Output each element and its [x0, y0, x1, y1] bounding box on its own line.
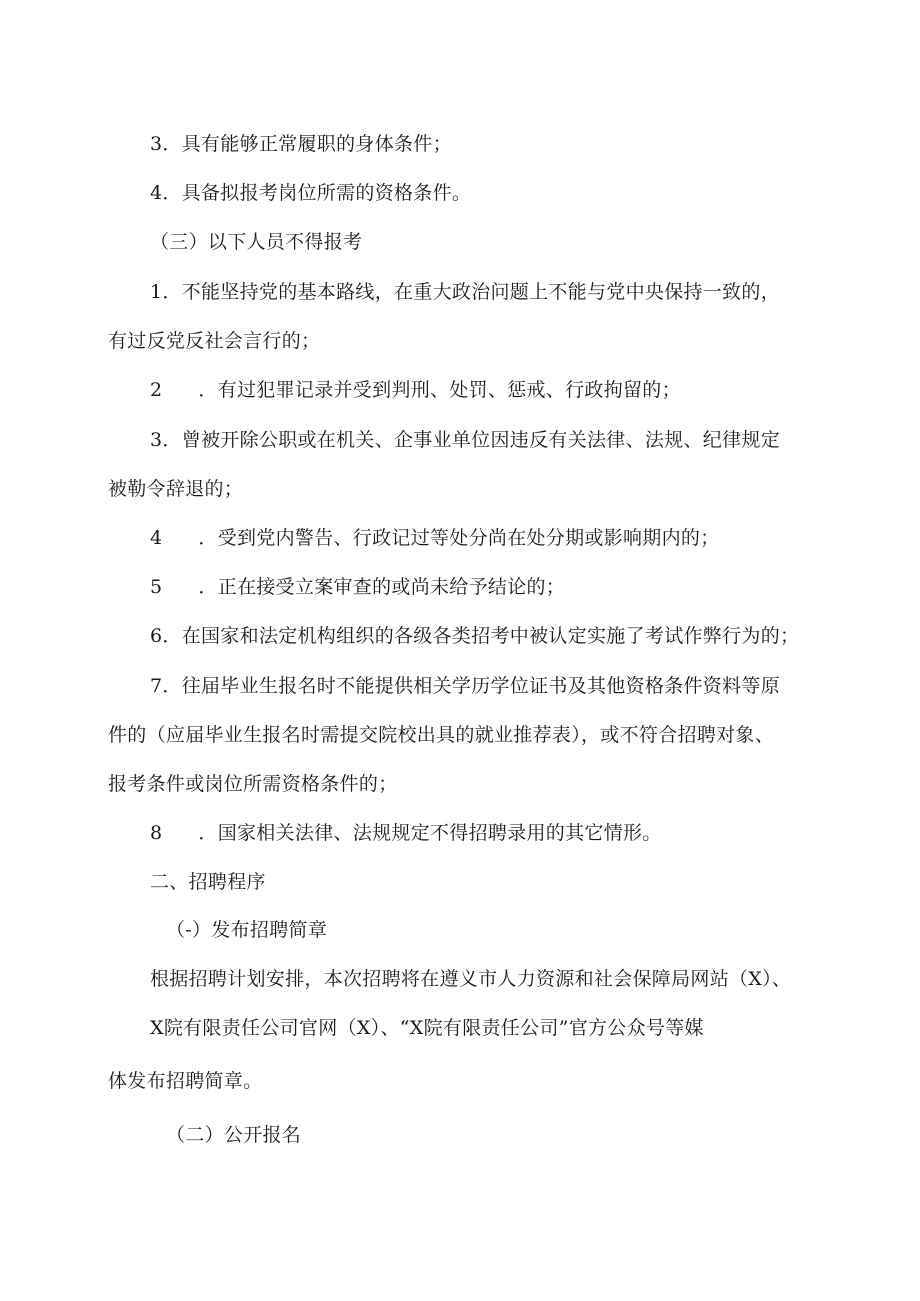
publish-paragraph-continued: 体发布招聘简章。	[108, 1070, 263, 1092]
item-text: ．受到党内警告、行政记过等处分尚在处分期或影响期内的；	[198, 527, 720, 549]
item-number: 3	[150, 133, 163, 155]
excluded-item-5	[150, 575, 565, 599]
item-text: ．国家相关法律、法规规定不得招聘录用的其它情形。	[198, 822, 662, 844]
excluded-item-6	[150, 624, 799, 648]
condition-item-3	[150, 132, 452, 156]
item-number: 4	[150, 182, 163, 204]
item-number: 7	[150, 675, 163, 697]
item-text: ．在国家和法定机构组织的各级各类招考中被认定实施了考试作弊行为的；	[162, 625, 800, 647]
subsection-heading-registration: （二）公开报名	[166, 1124, 302, 1146]
item-number: 1	[150, 281, 163, 303]
item-number: 6	[150, 625, 163, 647]
item-number: 5	[150, 576, 163, 598]
excluded-item-8	[150, 821, 662, 845]
item-text: ．有过犯罪记录并受到判刑、处罚、惩戒、行政拘留的；	[198, 379, 681, 401]
item-text: ．曾被开除公职或在机关、企事业单位因违反有关法律、法规、纪律规定	[162, 429, 780, 451]
publish-paragraph-continued: X院有限责任公司官网（X）、“X院有限责任公司”官方公众号等媒	[150, 1017, 704, 1039]
item-text: ．具有能够正常履职的身体条件；	[162, 133, 452, 155]
item-number: 8	[150, 822, 163, 844]
publish-paragraph: 根据招聘计划安排，本次招聘将在遵义市人力资源和社会保障局网站（X）、	[150, 968, 792, 990]
excluded-item-3	[150, 428, 780, 452]
excluded-item-4	[150, 526, 720, 550]
excluded-item-7-continued: 报考条件或岗位所需资格条件的；	[108, 773, 398, 795]
condition-item-4	[150, 181, 471, 205]
section-heading-procedure: 二、招聘程序	[150, 871, 266, 893]
excluded-item-7	[150, 674, 780, 698]
item-text: ．不能坚持党的基本路线，在重大政治问题上不能与党中央保持一致的，	[162, 281, 780, 303]
excluded-item-7-continued: 件的（应届毕业生报名时需提交院校出具的就业推荐表），或不符合招聘对象、	[108, 724, 775, 746]
excluded-item-1	[150, 280, 780, 304]
item-text: ．往届毕业生报名时不能提供相关学历学位证书及其他资格条件资料等原	[162, 675, 780, 697]
item-number: 2	[150, 379, 163, 401]
excluded-item-1-continued: 有过反党反社会言行的；	[108, 330, 321, 352]
item-text: ．正在接受立案审查的或尚未给予结论的；	[198, 576, 566, 598]
item-number: 4	[150, 527, 163, 549]
excluded-item-2	[150, 378, 681, 402]
section-heading-excluded: （三）以下人员不得报考	[150, 231, 363, 253]
subsection-heading-publish: （-）发布招聘简章	[166, 919, 328, 941]
excluded-item-3-continued: 被勒令辞退的；	[108, 478, 244, 500]
item-text: ．具备拟报考岗位所需的资格条件。	[162, 182, 472, 204]
item-number: 3	[150, 429, 163, 451]
